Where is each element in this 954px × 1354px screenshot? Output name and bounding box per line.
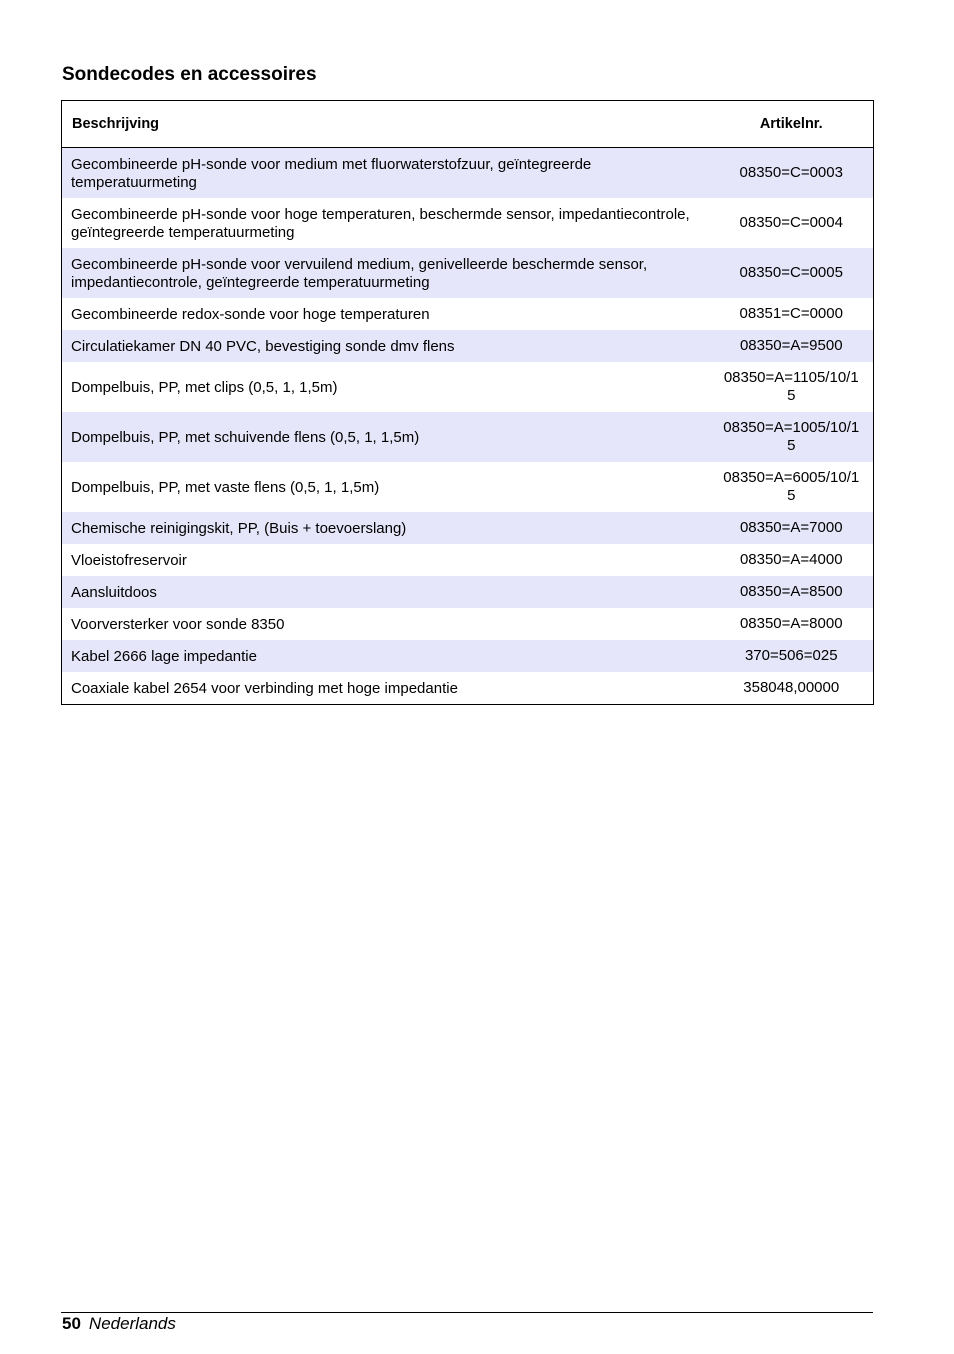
parts-table [61,100,874,705]
row-description: Chemische reinigingskit, PP, (Buis + toevoerslang) [62,512,710,544]
table-row [62,248,874,298]
row-article-number: 08350=C=0005 [710,248,874,298]
row-article-number: 08350=C=0004 [739,214,843,231]
row-description: Dompelbuis, PP, met schuivende flens (0,5, 1, 1,5m) [62,412,710,462]
table-row [62,330,874,362]
table-row [62,608,874,640]
table-row [62,412,874,462]
row-article-number: 08350=A=7000 [710,512,874,544]
table-row [62,544,874,576]
table-row [62,362,874,412]
row-article-number: 08350=A=9500 [710,330,874,362]
table-row [62,640,874,672]
row-description: Coaxiale kabel 2654 voor verbinding met hoge impedantie [71,679,458,697]
table-row [62,298,874,330]
row-description: Voorversterker voor sonde 8350 [71,615,285,633]
table-header-row [62,101,874,148]
table-row [62,672,874,705]
row-description: Gecombineerde pH-sonde voor vervuilend medium, genivelleerde beschermde sensor, impedantiecontrole, geïntegreerde temperatuurmeting [62,248,710,298]
table-row [62,198,874,248]
table-row [62,512,874,544]
column-header-description: Beschrijving [62,101,710,148]
row-article-number: 08350=A=1005/10/15 [710,412,874,462]
table-row [62,462,874,512]
row-description: Dompelbuis, PP, met vaste flens (0,5, 1, 1,5m) [71,478,380,496]
page-footer [62,1314,176,1334]
page-number: 50 [62,1314,81,1333]
row-article-number: 08350=A=6005/10/15 [723,469,860,504]
row-article-number: 08350=A=8000 [739,615,843,632]
row-article-number: 370=506=025 [710,640,874,672]
row-article-number: 08350=A=4000 [739,551,843,568]
footer-language: Nederlands [88,1314,176,1333]
row-description: Kabel 2666 lage impedantie [62,640,710,672]
row-article-number: 08350=A=8500 [710,576,874,608]
row-description: Vloeistofreservoir [71,551,187,569]
table-row [62,576,874,608]
row-article-number: 08351=C=0000 [739,305,843,322]
row-description: Circulatiekamer DN 40 PVC, bevestiging sonde dmv flens [62,330,710,362]
footer-divider [61,1312,873,1313]
row-description: Dompelbuis, PP, met clips (0,5, 1, 1,5m) [71,378,338,396]
row-description: Gecombineerde pH-sonde voor hoge temperaturen, beschermde sensor, impedantiecontrole, geïntegreerde temperatuurmeting [71,205,690,241]
row-description: Aansluitdoos [62,576,710,608]
row-description: Gecombineerde pH-sonde voor medium met fluorwaterstofzuur, geïntegreerde temperatuurmeting [62,148,710,199]
row-description: Gecombineerde redox-sonde voor hoge temperaturen [71,305,430,323]
column-header-article: Artikelnr. [710,101,874,148]
row-article-number: 358048,00000 [743,679,840,696]
row-article-number: 08350=C=0003 [710,148,874,199]
section-title: Sondecodes en accessoires [62,64,317,85]
table-row [62,148,874,199]
row-article-number: 08350=A=1105/10/15 [723,369,859,404]
